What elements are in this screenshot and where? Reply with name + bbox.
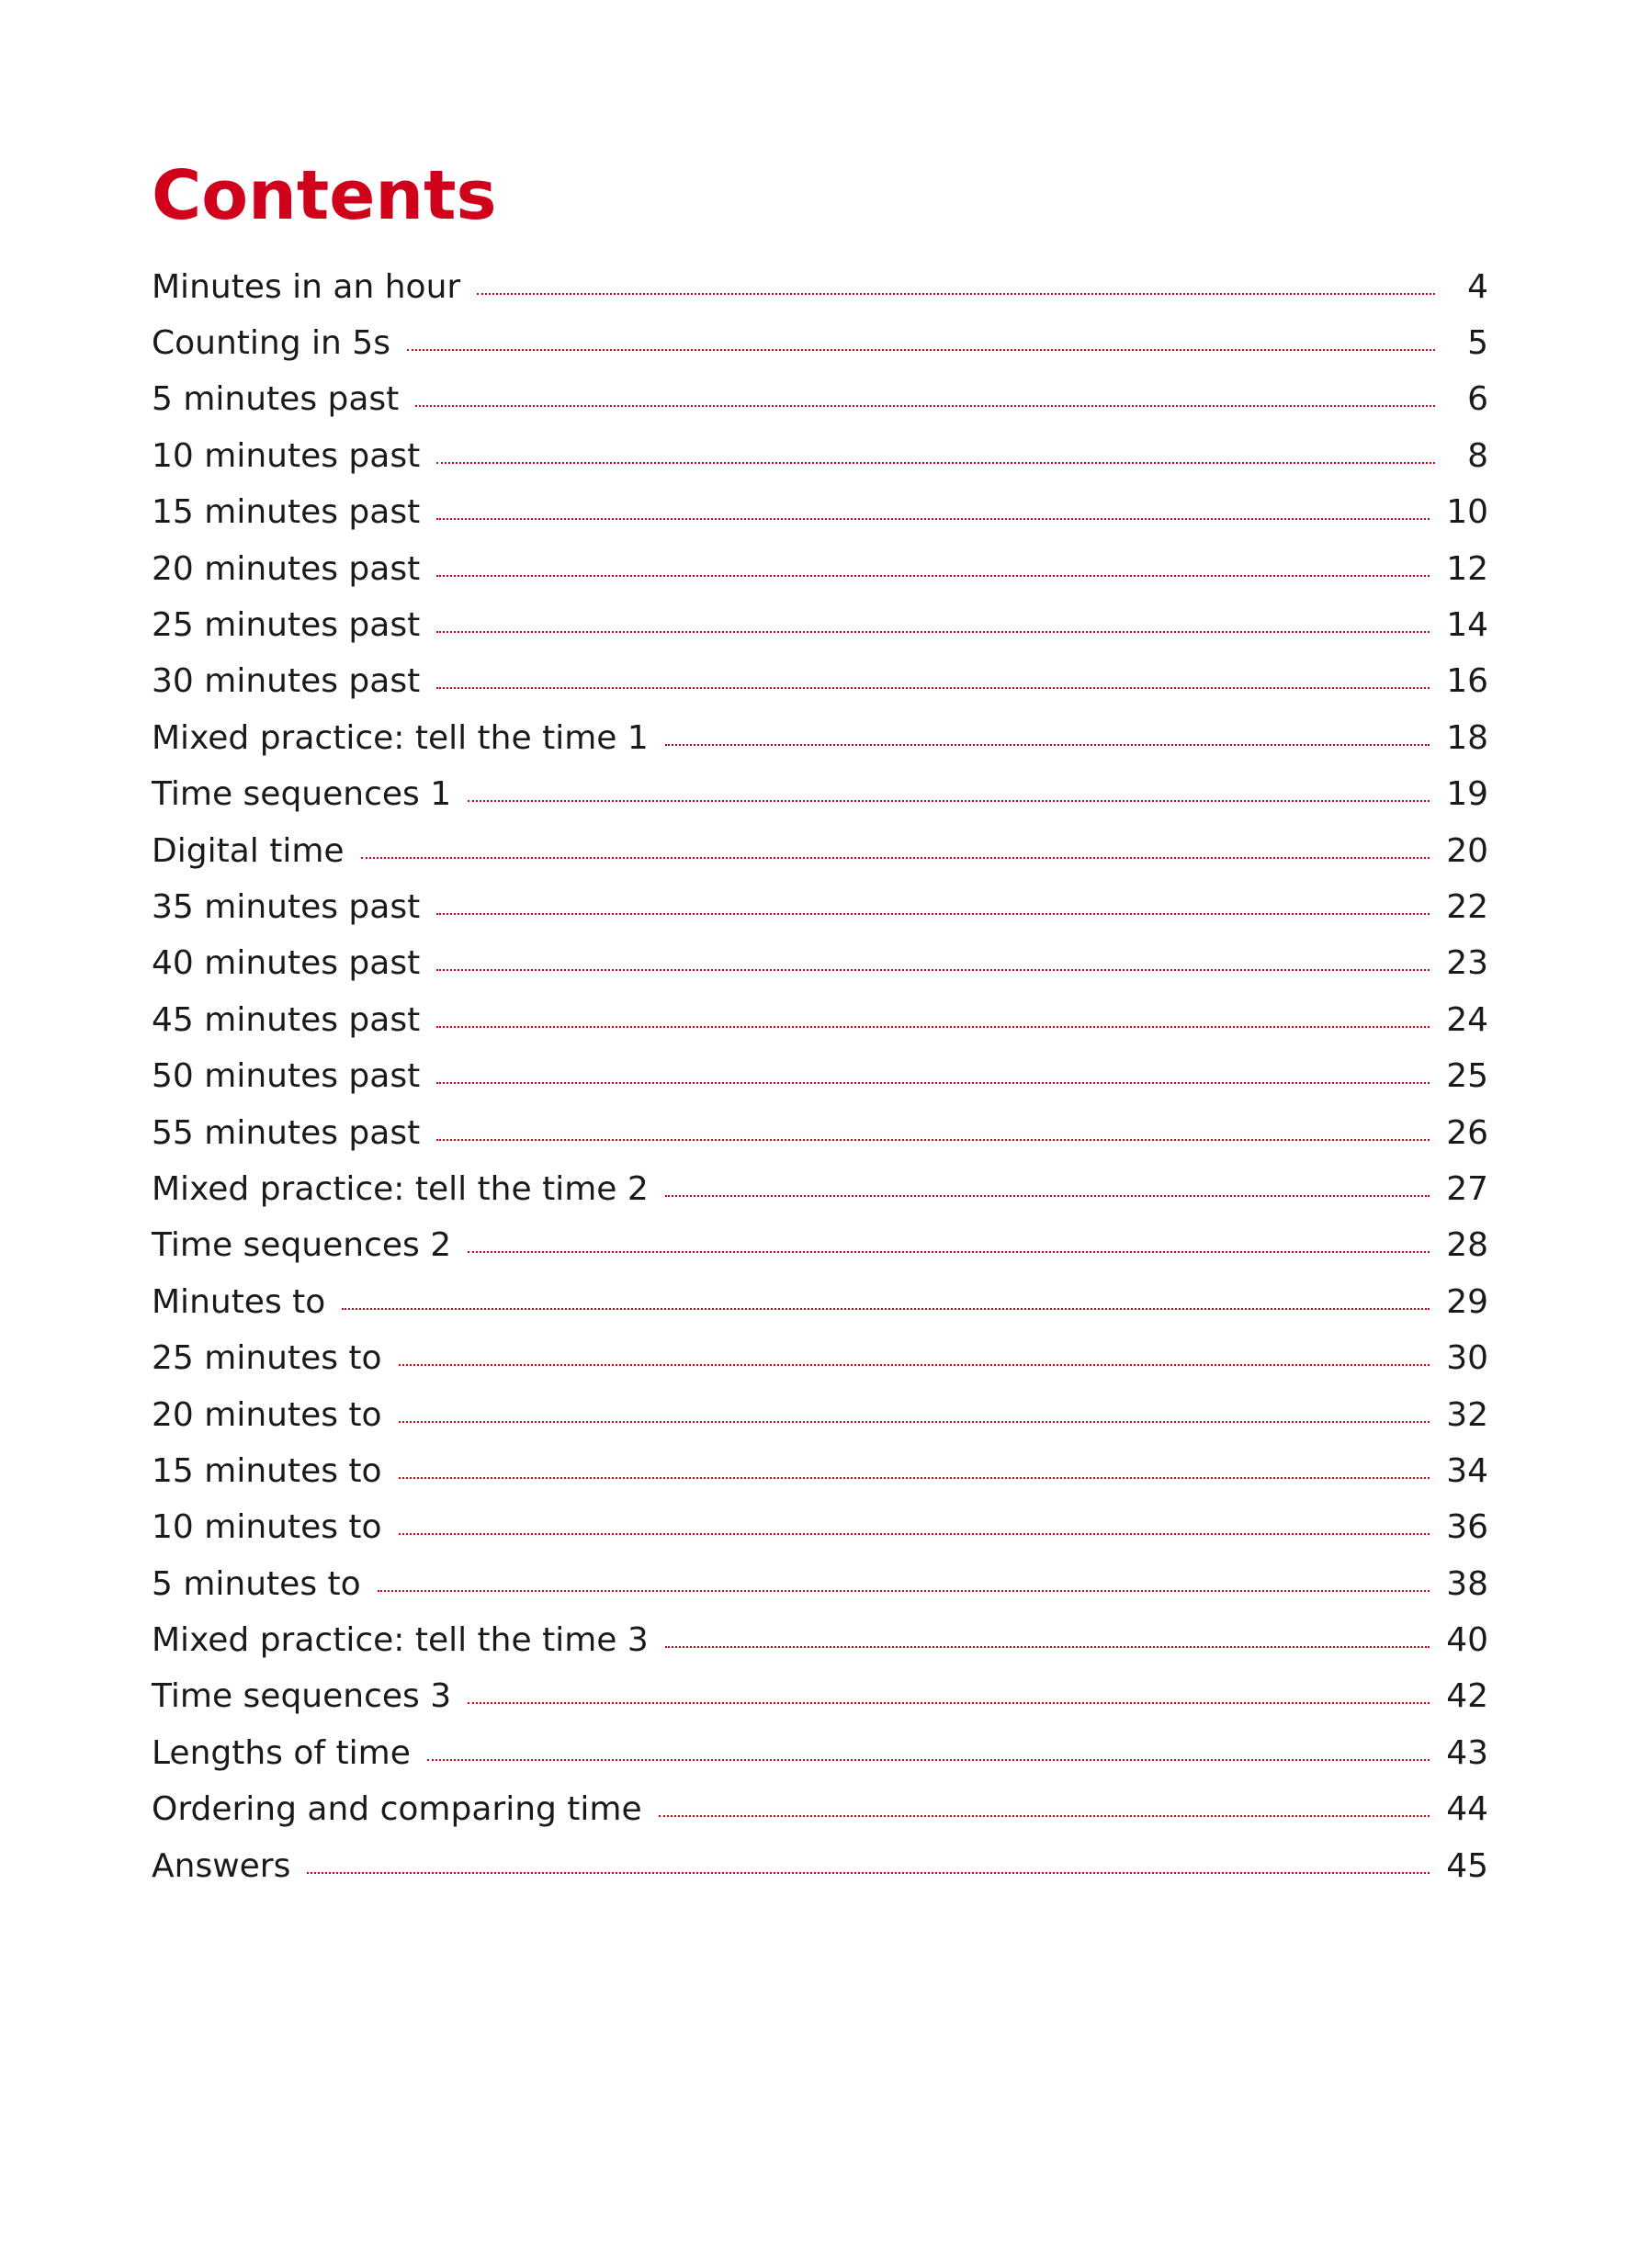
toc-entry-page-number: 12 [1446,549,1488,588]
toc-entry-page-number: 36 [1446,1508,1488,1547]
toc-entry-label: Mixed practice: tell the time 3 [152,1621,649,1660]
toc-entry[interactable] [152,1725,1488,1781]
toc-entry[interactable] [152,1612,1488,1668]
toc-entry-label: Mixed practice: tell the time 1 [152,718,649,757]
toc-dot-leader [659,1815,1430,1817]
toc-entry-page-number: 18 [1446,718,1488,757]
toc-entry-page-number: 4 [1467,267,1488,306]
toc-entry-page-number: 34 [1446,1451,1488,1490]
toc-entry[interactable] [152,597,1488,653]
toc-dot-leader [665,1646,1430,1648]
toc-entry-page-number: 40 [1446,1621,1488,1660]
toc-entry-page-number: 26 [1446,1113,1488,1152]
toc-entry-page-number: 44 [1446,1790,1488,1829]
toc-entry-label: 50 minutes past [152,1057,421,1096]
toc-entry-page-number: 42 [1446,1677,1488,1716]
toc-entry-page-number: 23 [1446,944,1488,983]
toc-entry-page-number: 8 [1467,436,1488,475]
toc-dot-leader [436,462,1435,464]
toc-entry-label: 40 minutes past [152,944,421,983]
toc-dot-leader [361,857,1430,859]
toc-dot-leader [468,1251,1430,1253]
toc-entry-label: Time sequences 2 [152,1226,452,1265]
toc-entry-label: 35 minutes past [152,887,421,926]
toc-entry[interactable] [152,654,1488,710]
toc-entry-page-number: 28 [1446,1226,1488,1265]
toc-entry[interactable] [152,1048,1488,1104]
toc-entry[interactable] [152,485,1488,541]
toc-entry-label: 5 minutes past [152,380,400,419]
toc-entry[interactable] [152,1218,1488,1274]
toc-entry[interactable] [152,1838,1488,1894]
toc-entry-page-number: 30 [1446,1339,1488,1378]
toc-entry-label: 20 minutes past [152,549,421,588]
toc-dot-leader [468,1702,1430,1704]
toc-entry-label: 25 minutes to [152,1339,382,1378]
toc-entry[interactable] [152,823,1488,879]
toc-entry-page-number: 20 [1446,831,1488,870]
toc-entry-page-number: 29 [1446,1282,1488,1321]
toc-entry-label: 30 minutes past [152,662,421,701]
toc-dot-leader [436,969,1430,971]
toc-entry-page-number: 27 [1446,1169,1488,1208]
toc-entry-page-number: 10 [1446,493,1488,532]
toc-entry-label: 15 minutes to [152,1451,382,1490]
toc-entry[interactable] [152,372,1488,428]
toc-entry-label: 15 minutes past [152,493,421,532]
toc-entry-label: 25 minutes past [152,606,421,645]
toc-entry-label: 10 minutes to [152,1508,382,1547]
toc-dot-leader [415,405,1435,407]
toc-entry-label: 20 minutes to [152,1395,382,1434]
toc-dot-leader [436,1139,1430,1141]
toc-entry-page-number: 32 [1446,1395,1488,1434]
toc-entry[interactable] [152,1443,1488,1499]
toc-dot-leader [436,631,1430,633]
toc-entry-label: Minutes to [152,1282,326,1321]
toc-entry[interactable] [152,1161,1488,1217]
toc-entry[interactable] [152,710,1488,766]
toc-entry-label: 55 minutes past [152,1113,421,1152]
toc-entry-label: Mixed practice: tell the time 2 [152,1169,649,1208]
toc-entry-label: 5 minutes to [152,1564,361,1603]
toc-dot-leader [665,744,1430,746]
toc-entry-label: 10 minutes past [152,436,421,475]
toc-dot-leader [665,1195,1430,1197]
toc-dot-leader [378,1590,1430,1592]
toc-entry-label: Digital time [152,831,345,870]
toc-entry[interactable] [152,1669,1488,1725]
toc-dot-leader [436,687,1430,689]
table-of-contents [152,259,1488,1894]
toc-entry-label: Lengths of time [152,1733,411,1772]
toc-entry-page-number: 24 [1446,1000,1488,1039]
toc-entry-page-number: 45 [1446,1846,1488,1885]
toc-dot-leader [436,1026,1430,1028]
toc-entry[interactable] [152,1105,1488,1161]
toc-entry-page-number: 22 [1446,887,1488,926]
toc-dot-leader [399,1477,1430,1479]
toc-entry-label: Ordering and comparing time [152,1790,642,1829]
toc-entry-page-number: 14 [1446,606,1488,645]
toc-entry-page-number: 5 [1467,324,1488,363]
toc-entry-page-number: 16 [1446,662,1488,701]
toc-entry-label: Answers [152,1846,291,1885]
toc-dot-leader [307,1872,1430,1874]
toc-entry[interactable] [152,1782,1488,1838]
toc-entry-label: Minutes in an hour [152,267,461,306]
toc-entry-page-number: 38 [1446,1564,1488,1603]
toc-dot-leader [399,1421,1430,1423]
toc-entry[interactable] [152,428,1488,484]
toc-entry[interactable] [152,1387,1488,1443]
toc-entry[interactable] [152,767,1488,823]
toc-dot-leader [468,800,1430,802]
toc-dot-leader [436,913,1430,915]
toc-entry-label: Counting in 5s [152,324,390,363]
toc-entry[interactable] [152,992,1488,1048]
toc-entry[interactable] [152,1330,1488,1386]
toc-entry[interactable] [152,1556,1488,1612]
toc-dot-leader [399,1533,1430,1535]
toc-entry-label: Time sequences 3 [152,1677,452,1716]
toc-entry-page-number: 25 [1446,1057,1488,1096]
toc-entry[interactable] [152,1500,1488,1556]
toc-dot-leader [427,1759,1430,1761]
toc-entry-page-number: 6 [1467,380,1488,419]
toc-entry[interactable] [152,936,1488,992]
page-title: Contents [152,156,497,235]
toc-dot-leader [436,1082,1430,1084]
toc-entry-label: Time sequences 1 [152,775,452,814]
toc-dot-leader [436,518,1430,520]
toc-dot-leader [407,349,1435,351]
toc-dot-leader [342,1308,1430,1310]
toc-entry-page-number: 43 [1446,1733,1488,1772]
toc-entry[interactable] [152,259,1488,315]
toc-dot-leader [436,575,1430,577]
toc-entry[interactable] [152,541,1488,597]
toc-entry[interactable] [152,315,1488,371]
toc-dot-leader [399,1364,1430,1366]
toc-entry-label: 45 minutes past [152,1000,421,1039]
toc-dot-leader [477,293,1435,295]
toc-entry[interactable] [152,1274,1488,1330]
toc-entry-page-number: 19 [1446,775,1488,814]
toc-entry[interactable] [152,879,1488,935]
